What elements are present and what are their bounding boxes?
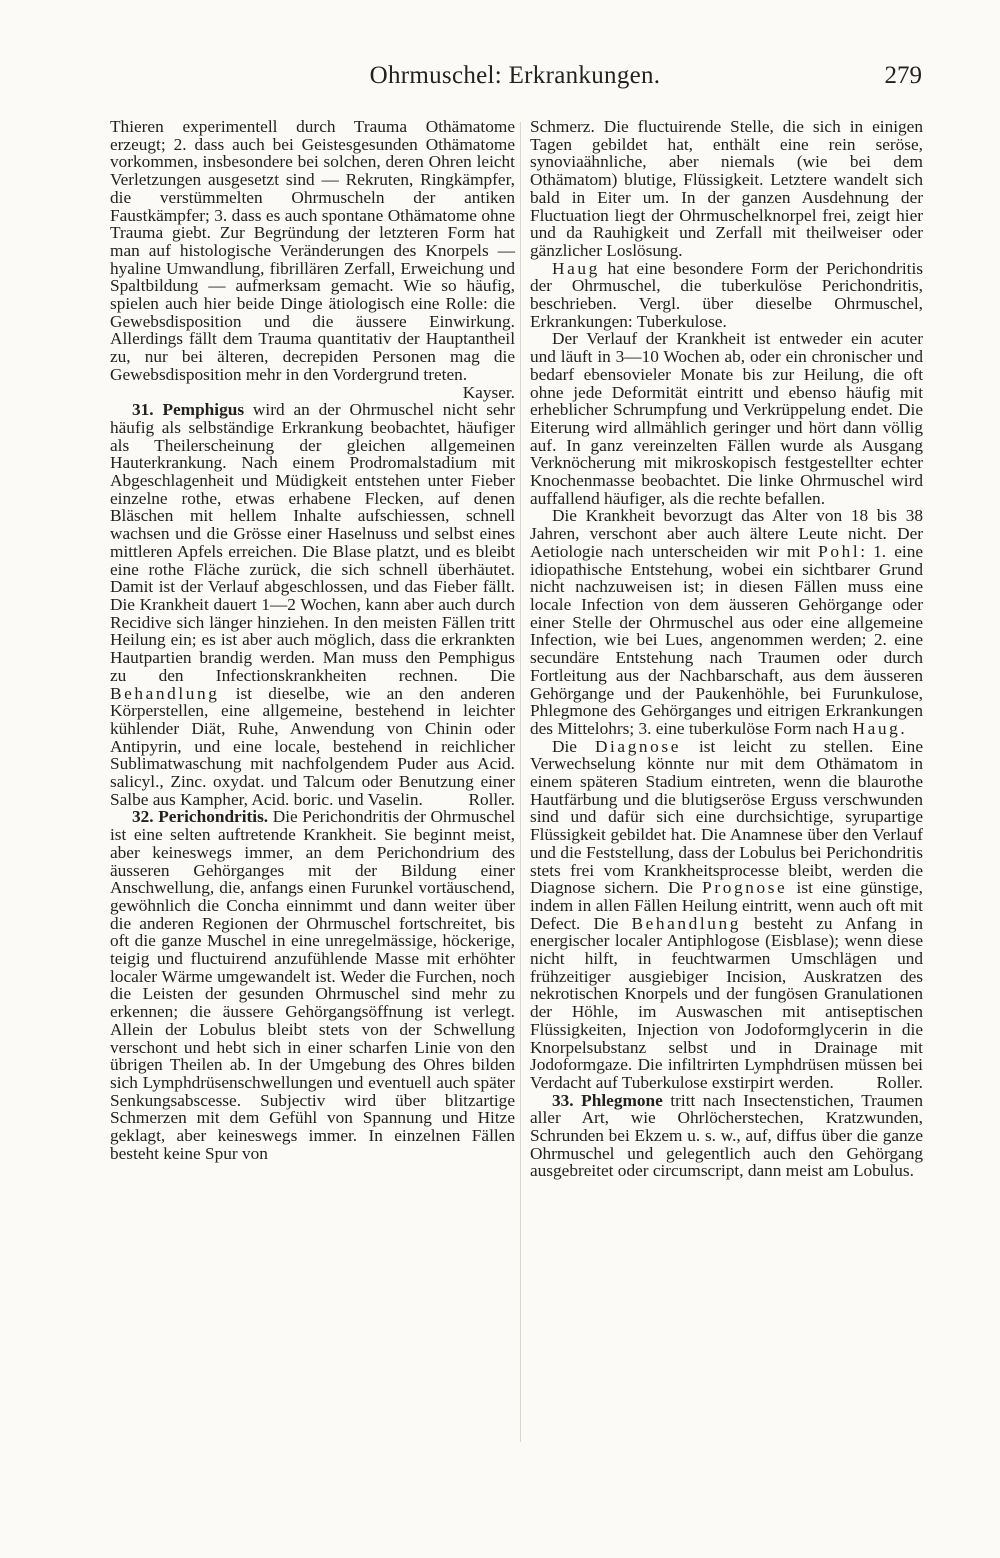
emphasis-author-name: Haug <box>552 258 600 278</box>
emphasis-author-name: Haug <box>852 718 901 738</box>
paragraph-text: . <box>900 718 905 738</box>
author-signature-roller: Roller. <box>468 789 515 809</box>
paragraph-text: ist dieselbe, wie an den anderen Körperstellen, eine allgemeine, bestehend in leichter kühlender Diät, Ruhe, Anwendung von Chinin oder Antipyrin, und eine locale, bestehend in reichlicher Sublimatwaschung mit nachfolgendem Puder aus Acid. salicyl., Zinc. oxydat. und Talcum oder Benutzung einer Salbe aus Kampher, Acid. boric. und Vaselin. <box>110 683 515 809</box>
paragraph-phlegmone <box>530 1092 923 1181</box>
paragraph-perichondritis-continued: Schmerz. Die fluctuirende Stelle, die sich in einigen Tagen gebildet hat, enthält eine rein seröse, synoviaähnliche, aber niemals (wie bei dem Othämatom) blutige, Flüssigkeit. Letztere wandelt sich bald in Eiter um. In der ganzen Ausdehnung der Fluctuation liegt der Ohrmuschelknorpel frei, zeigt hier und da Rauhigkeit und Zerfall mit theilweiser oder gänzlicher Loslösung. <box>530 117 923 260</box>
paragraph-text: wird an der Ohrmuschel nicht sehr häufig als selbständige Erkrankung beobachtet, häufiger als Theilerscheinung der gleichen allgemeinen Hauterkrankung. Nach einem Prodromalstadium mit Abgeschlagenheit und Müdigkeit entstehen unter Fieber einzelne rothe, etwas erhabene Flecken, auf denen Bläschen mit hellem Inhalte aufschiessen, schnell wachsen und die Grösse einer Haselnuss und selbst eines mittleren Apfels erreichen. Die Blase platzt, und es bleibt eine rothe Fläche zurück, die sich schnell überhäutet. Damit ist der Verlauf abgeschlossen, und das Fieber fällt. Die Krankheit dauert 1—2 Wochen, kann aber auch durch Recidive sich länger hinziehen. In den meisten Fällen tritt Heilung ein; es ist aber auch möglich, dass die erkrankten Hautpartien brandig werden. Man muss den Pemphigus zu den Infectionskrankheiten rechnen. Die <box>110 400 515 685</box>
paragraph-text: : 1. eine idiopathische Entstehung, wobei ein sichtbarer Grund nicht nachzuweisen ist; in diesen Fällen muss eine locale Infection von dem äusseren Gehörgange oder einer Stelle der Ohrmuschel aus oder eine allgemeine Infection, wie bei Lues, angenommen werden; 2. eine secundäre Entstehung nach Traumen oder durch Fortleitung aus der Nachbarschaft, aus dem äusseren Gehörgange und der Paukenhöhle, bei Furunkulose, Phlegmone des Gehörganges und eitrigen Erkrankungen des Mittelohrs; 3. eine tuberkulöse Form nach <box>530 541 924 738</box>
emphasis-term: Prognose <box>702 878 788 898</box>
paragraph-text: Die Perichondritis der Ohrmuschel ist eine selten auftretende Krankheit. Sie beginnt meist, aber keineswegs immer, an dem Perichondrium des äusseren Gehörganges mit der Bildung einer Anschwellung, die, anfangs einen Furunkel vortäuschend, gewöhnlich die Concha einnimmt und dann weiter über die anderen Regionen der Ohrmuschel fortschreitet, bis oft die ganze Muschel in eine unregelmässige, höckerige, teigig und fluctuirend anzufühlende Masse mit erhöhter localer Wärme umgewandelt ist. Weder die Furchen, noch die Leisten der gesunden Ohrmuschel sind mehr zu erkennen; die äussere Gehörgangsöffnung ist verlegt. Allein der Lobulus bleibt stets von der Schwellung verschont und hebt sich in einer scharfen Linie von den übrigen Theilen ab. In der Umgebung des Ohres bilden sich Lymphdrüsenschwellungen und eventuell auch später Senkungsabscesse. Subjectiv wird über blitzartige Schmerzen mit dem Gefühl von Spannung und Hitze geklagt, aber keineswegs immer. In einzelnen Fällen besteht keine Spur von <box>110 807 515 1163</box>
emphasis-author-name: Pohl <box>818 541 861 561</box>
column-divider <box>520 122 521 1442</box>
paragraph-text: Die <box>552 736 595 756</box>
author-signature-kayser: Kayser. <box>462 382 515 402</box>
paragraph-perichondritis <box>110 808 515 1162</box>
section-heading-pemphigus: 31. Pemphigus <box>132 400 245 420</box>
paragraph-othaematom-continued <box>110 118 515 401</box>
page-number: 279 <box>884 62 922 89</box>
section-heading-phlegmone: 33. Phlegmone <box>552 1090 663 1110</box>
paragraph-haug <box>530 260 923 331</box>
paragraph-pemphigus <box>110 401 515 808</box>
left-column <box>110 118 515 1162</box>
paragraph-text: ist leicht zu stellen. Eine Verwechselung könnte nur mit dem Othämatom in einem späteren Stadium eintreten, wenn die blaurothe Hautfärbung und die blutigseröse Erguss verschwunden sind und dafür sich eine durchsichtige, syrupartige Flüssigkeit gebildet hat. Die Anamnese über den Verlauf und die Feststellung, dass der Lobulus bei Perichondritis stets frei vom Krankheitsprocesse bleibt, werden die Diagnose sichern. Die <box>530 736 923 898</box>
paragraph-text: Thieren experimentell durch Trauma Othämatome erzeugt; 2. dass auch bei Geistesgesunden Othämatome vorkommen, insbesondere bei solchen, deren Ohren leicht Verletzungen ausgesetzt sind — Rekruten, Ringkämpfer, die verstümmelten Ohrmuscheln der antiken Faustkämpfer; 3. dass es auch spontane Othämatome ohne Trauma giebt. Zur Begründung der letzteren Form hat man auf histologische Veränderungen des Knorpels — hyaline Umwandlung, fibrillären Zerfall, Erweichung und Spaltbildung — aufmerksam gemacht. Wie so häufig, spielen auch hier beide Dinge ätiologisch eine Rolle: die Gewebsdisposition und die äussere Einwirkung. Allerdings fällt dem Trauma quantitativ der Hauptantheil zu, nur bei älteren, decrepiden Personen mag die Gewebsdisposition mehr in den Vordergrund treten. <box>110 117 515 384</box>
running-header <box>108 62 922 102</box>
paragraph-aetiologie <box>530 507 923 737</box>
paragraph-text: ist eine günstige, indem in allen Fällen Heilung eintritt, wenn auch oft mit Defect. Die <box>530 878 924 933</box>
paragraph-verlauf: Der Verlauf der Krankheit ist entweder ein acuter und läuft in 3—10 Wochen ab, oder ein chronischer und bedarf ebensovieler Monate bis zur Heilung, die oft ohne jede Deformität eintritt und ebenso häufig mit erheblicher Schrumpfung und Verkrüppelung endet. Die Eiterung wird allmählich geringer und hört dann völlig auf. In ganz vereinzelten Fällen wurde als Ausgang Verknöcherung mit mikroskopisch festgestellter echter Knochenmasse beobachtet. Die linke Ohrmuschel wird auffallend häufiger, als die rechte befallen. <box>530 329 923 508</box>
emphasis-term: Diagnose <box>594 736 682 756</box>
emphasis-term: Behandlung <box>631 913 742 933</box>
paragraph-text: besteht zu Anfang in energischer localer Antiphlogose (Eisblase); wenn diese nicht hilft, in feuchtwarmen Umschlägen und frühzeitiger ausgiebiger Incision, Auskratzen des nekrotischen Knorpels und der fungösen Granulationen der Höhle, im Auswaschen mit antiseptischen Flüssigkeiten, Injection von Jodoformglycerin in die Knorpelsubstanz selbst und in Drainage mit Jodoformgaze. Die infiltrirten Lymphdrüsen müssen bei Verdacht auf Tuberkulose exstirpirt werden. <box>530 913 923 1092</box>
author-signature-roller: Roller. <box>876 1072 923 1092</box>
paragraph-text: tritt nach Insectenstichen, Traumen aller Art, wie Ohrlöcherstechen, Kratzwunden, Schrunden bei Ekzem u. s. w., auf, diffus über die ganze Ohrmuschel und gelegentlich auch den Gehörgang ausgebreitet oder circumscript, dann meist am Lobulus. <box>530 1090 923 1181</box>
paragraph-diagnose <box>530 738 923 1092</box>
header-title: Ohrmuschel: Erkrankungen. <box>369 62 661 89</box>
section-heading-perichondritis: 32. Perichondritis. <box>132 807 269 827</box>
paragraph-text: Die Krankheit bevorzugt das Alter von 18 bis 38 Jahren, verschont aber auch ältere Leute nicht. Der Aetiologie nach unterscheiden wir mit <box>530 506 923 561</box>
paragraph-text: hat eine besondere Form der Perichondritis der Ohrmuschel, die tuberkulöse Perichondritis, beschrieben. Vergl. über dieselbe Ohrmuschel, Erkrankungen: Tuberkulose. <box>530 258 923 331</box>
emphasis-term: Behandlung <box>110 683 220 703</box>
right-column <box>530 118 923 1180</box>
